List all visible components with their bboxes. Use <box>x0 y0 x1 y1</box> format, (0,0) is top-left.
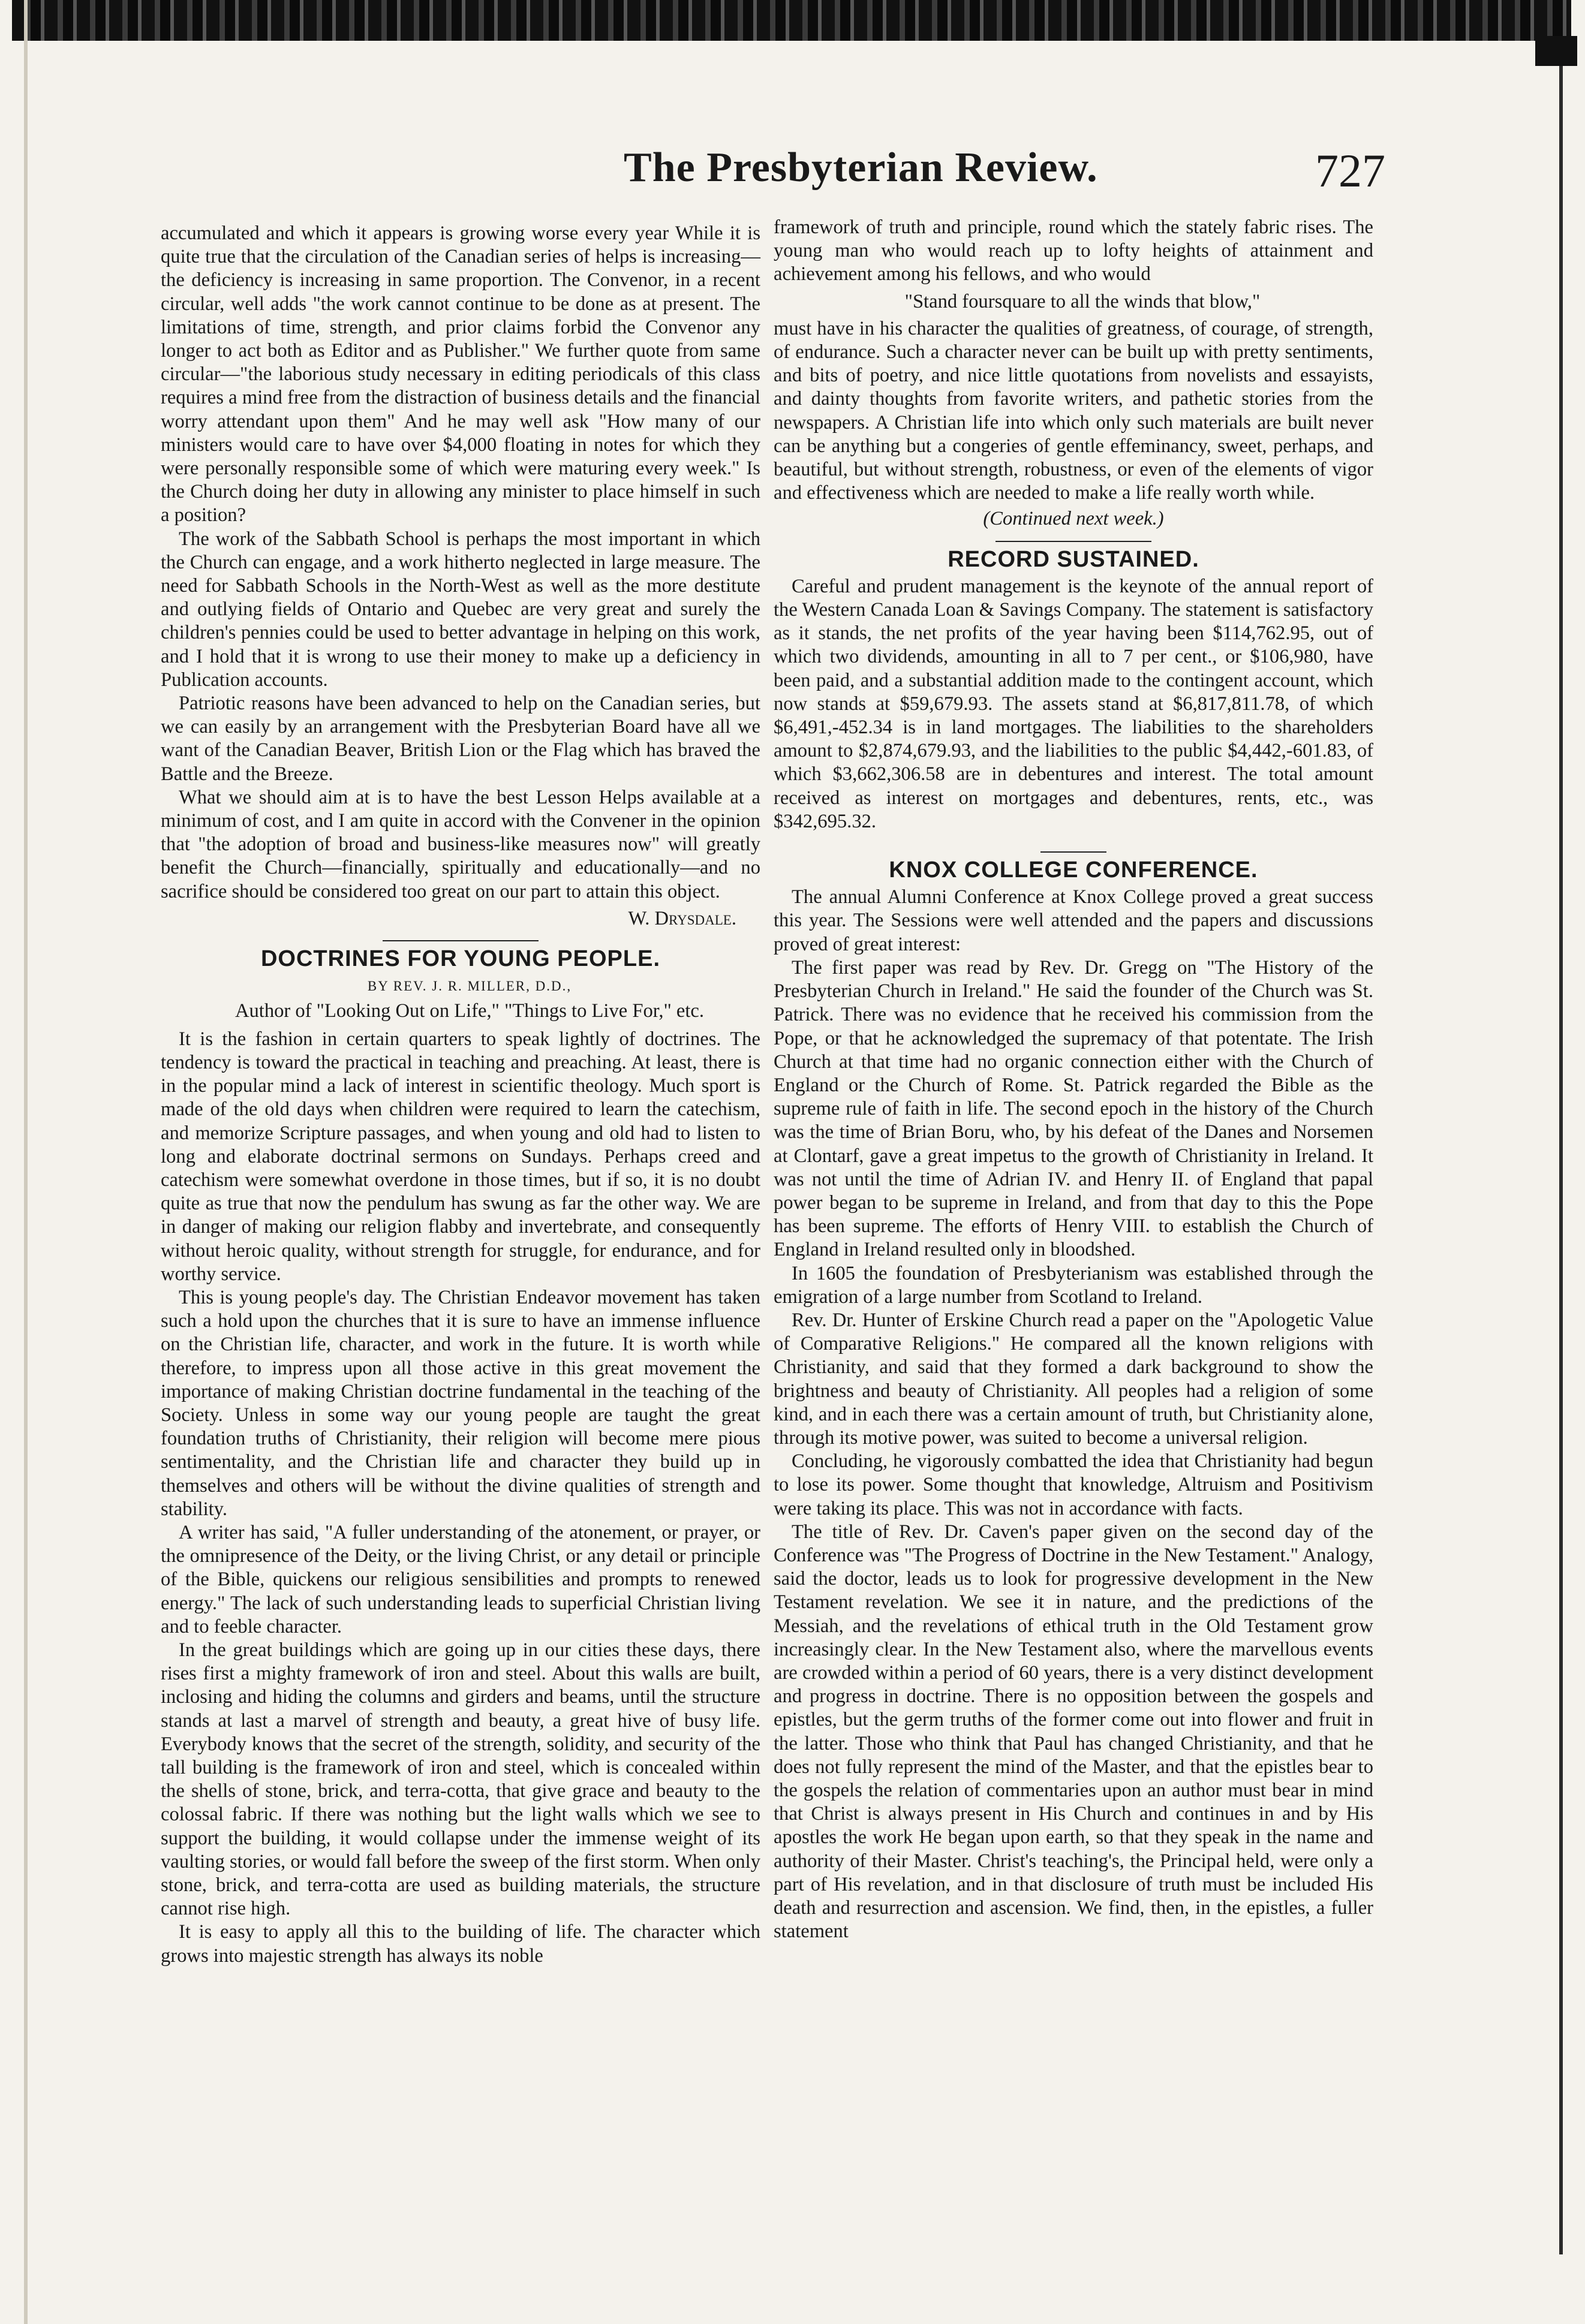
paragraph: In the great buildings which are going up in our cities these days, there rises first a mighty framework of iron and steel. About this walls are built, inclosing and hiding the columns and girders and beams, until the structure stands at last a marvel of strength and beauty, a great hive of busy life. Everybody knows that the secret of the strength, solidity, and security of the tall building is the framework of iron and steel, which is concealed within the shells of stone, brick, and terra-cotta, that give grace and beauty to the colossal fabric. If there was nothing but the light walls which we see to support the building, it would collapse under the immense weight of its vaulting stories, or would fall before the sweep of the first storm. When only stone, brick, and terra-cotta are used as building materials, the structure cannot rise high. <box>161 1639 760 1920</box>
verse-quote: "Stand foursquare to all the winds that blow," <box>904 290 1261 312</box>
scan-border-top <box>12 0 1571 41</box>
left-column <box>161 222 760 1968</box>
section-divider <box>383 940 539 941</box>
paragraph: must have in his character the qualities of greatness, of courage, of strength, of endurance. Such a character never can be built up with pretty sentiments, and bits of poetry, and nice little quotations from novelists and essayists, and dainty thoughts from favorite writers, and pathetic stories from the newspapers. A Christian life into which only such materials are built never can be anything but a congeries of gentle effeminancy, sweet, perhaps, and beautiful, but without strength, robustness, or even of the elements of vigor and effectiveness which are needed to make a life really worth while. <box>774 317 1373 504</box>
signature: W. Drysdale. <box>628 907 736 929</box>
paragraph: framework of truth and principle, round which the stately fabric rises. The young man who would reach up to lofty heights of attainment and achievement among his fellows, and who would <box>774 216 1373 285</box>
paragraph: The first paper was read by Rev. Dr. Gregg on "The History of the Presbyterian Church in Ireland." He said the founder of the Church was St. Patrick. There was no evidence that he received his commission from the Pope, or that he acknowledged the supremacy of that potentate. The Irish Church at that time had no organic connection either with the Church of England or the Church of Rome. St. Patrick regarded the Bible as the supreme rule of faith in life. The second epoch in the history of the Church was the time of Brian Boru, who, by his defeat of the Danes and Norsemen at Clontarf, gave a great impetus to the growth of Christianity in Ireland. It was not until the time of Adrian IV. and Henry II. of England that papal power began to be supreme in Ireland, and from that day to this the Pope has been supreme. The efforts of Henry VIII. to establish the Church of England in Ireland resulted only in bloodshed. <box>774 956 1373 1261</box>
paragraph: The work of the Sabbath School is perhaps the most important in which the Church can engage, and a work hitherto neglected in large measure. The need for Sabbath Schools in the North-West as well as the more destitute and outlying fields of Ontario and Quebec are very great and surely the children's pennies could be used to better advantage in helping on this work, and I hold that it is wrong to use their money to make up a deficiency in Publication accounts. <box>161 528 760 691</box>
paragraph: Rev. Dr. Hunter of Erskine Church read a paper on the "Apologetic Value of Comparative Religions." He compared all the known religions with Christianity, and said that they formed a dark background to show the brightness and beauty of Christianity. All peoples had a religion of some kind, and in each there was a certain amount of truth, but Christianity alone, through its motive power, was suited to become a universal religion. <box>774 1309 1373 1449</box>
paragraph: It is the fashion in certain quarters to speak lightly of doctrines. The tendency is toward the practical in teaching and preaching. At least, there is in the popular mind a lack of interest in scientific theology. Much sport is made of the old days when children were required to learn the catechism, and memorize Scripture passages, and when young and old had to listen to long and elaborate doctrinal sermons on Sundays. Perhaps creed and catechism were somewhat overdone in those times, but if so, it is no doubt quite as true that now the pendulum has swung as far the other way. We are in danger of making our religion flabby and invertebrate, and consequently without heroic quality, without strength for struggle, for endurance, and for worthy service. <box>161 1028 760 1285</box>
continued-note: (Continued next week.) <box>983 508 1164 530</box>
paragraph: The title of Rev. Dr. Caven's paper given on the second day of the Conference was "The Progress of Doctrine in the New Testament." Analogy, said the doctor, leads us to look for progressive development in the New Testament revelation. We see it in nature, and the predictions of the Messiah, and the revelations of ethical truth in the Old Testament grow increasingly clear. In the New Testament also, where the marvellous events are crowded within a period of 60 years, there is a very distinct development and progress in doctrine. There is no opposition between the gospels and epistles, but the germ truths of the former come out into flower and fruit in the latter. Those who think that Paul has changed Christianity, and that he does not fully represent the mind of the Master, and that the epistles bear to the gospels the relation of commentaries upon an author must bear in mind that Christ is always present in His Church and continues in and by His apostles the work He began upon earth, so that they speak in the name and authority of their Master. Christ's teaching's, the Principal held, were only a part of His revelation, and in that disclosure of truth must be included His death and resurrection and ascension. We find, then, in the epistles, a fuller statement <box>774 1521 1373 1943</box>
article-heading: KNOX COLLEGE CONFERENCE. <box>889 857 1258 883</box>
section-divider <box>1040 851 1106 853</box>
section-divider <box>995 541 1151 542</box>
scan-border-left <box>24 0 28 2324</box>
right-column <box>774 216 1373 1943</box>
article-heading: DOCTRINES FOR YOUNG PEOPLE. <box>260 946 661 972</box>
paragraph: Concluding, he vigorously combatted the idea that Christianity had begun to lose its power. Some thought that knowledge, Altruism and Positivism were taking its place. This was not in accordance with facts. <box>774 1450 1373 1519</box>
article-heading: RECORD SUSTAINED. <box>948 546 1199 572</box>
article-byline: BY REV. J. R. MILLER, D.D., <box>367 979 572 994</box>
author-note: Author of "Looking Out on Life," "Things to Live For," etc. <box>234 1000 705 1022</box>
paragraph: A writer has said, "A fuller understanding of the atonement, or prayer, or the omnipresence of the Deity, or the living Christ, or any detail or principle of the Bible, quickens our religious sensibilities and prompts to renewed energy." The lack of such understanding leads to superficial Christian living and to feeble character. <box>161 1521 760 1637</box>
paragraph: accumulated and which it appears is growing worse every year While it is quite true that the circulation of the Canadian series of helps is increasing—the deficiency is increasing in same proportion. The Convenor, in a recent circular, well adds "the work cannot continue to be done as at present. The limitations of time, strength, and prior claims forbid the Convenor any longer to act both as Editor and as Publisher." We further quote from same circular—"the laborious study necessary in editing periodicals of this class requires a mind free from the distraction of business details and the financial worry attendant upon them" And he may well ask "How many of our ministers would care to have over $4,000 floating in notes for which they were personally responsible some of which were maturing every week." Is the Church doing her duty in allowing any minister to place himself in such a position? <box>161 222 760 526</box>
scan-border-right <box>1559 36 1563 2254</box>
page-header <box>162 144 1385 210</box>
page-number: 727 <box>1315 145 1385 197</box>
journal-title: The Presbyterian Review. <box>624 145 1098 191</box>
paragraph: What we should aim at is to have the best Lesson Helps available at a minimum of cost, and I am quite in accord with the Convener in the opinion that "the adoption of broad and business-like measures now" will greatly benefit the Church—financially, spiritually and educationally—and no sacrifice should be considered too great on our part to attain this object. <box>161 786 760 902</box>
paragraph: It is easy to apply all this to the building of life. The character which grows into majestic strength has always its noble <box>161 1921 760 1967</box>
scan-tab-mark <box>1535 36 1577 66</box>
paragraph: Careful and prudent management is the keynote of the annual report of the Western Canada Loan & Savings Company. The statement is satisfactory as it stands, the net profits of the year having been $114,762.95, out of which two dividends, amounting in all to 7 per cent., or $106,980, have been paid, and a substantial addition made to the contingent account, which now stands at $59,679.93. The assets stand at $6,817,811.78, of which $6,491,-452.34 is in land mortgages. The liabilities to the shareholders amount to $2,874,679.93, and the liabilities to the public $4,442,-601.83, of which $3,662,306.58 are in debentures and interest. The total amount received as interest on mortgages and debentures, rents, etc., was $342,695.32. <box>774 575 1373 832</box>
paragraph: In 1605 the foundation of Presbyterianism was established through the emigration of a large number from Scotland to Ireland. <box>774 1262 1373 1308</box>
paragraph: This is young people's day. The Christian Endeavor movement has taken such a hold upon the churches that it is sure to have an immense influence on the Christian life, character, and work in the future. It is worth while therefore, to impress upon all those active in this great movement the importance of making Christian doctrine fundamental in the teaching of the Society. Unless in some way our young people are taught the great foundation truths of Christianity, their religion will become mere pious sentimentality, and the Christian life and character they build up in themselves and others will be without the divine qualities of strength and stability. <box>161 1286 760 1520</box>
paragraph: The annual Alumni Conference at Knox College proved a great success this year. The Sessions were well attended and the papers and discussions proved of great interest: <box>774 886 1373 955</box>
paragraph: Patriotic reasons have been advanced to help on the Canadian series, but we can easily by an arrangement with the Presbyterian Board have all we want of the Canadian Beaver, British Lion or the Flag which has braved the Battle and the Breeze. <box>161 693 760 785</box>
